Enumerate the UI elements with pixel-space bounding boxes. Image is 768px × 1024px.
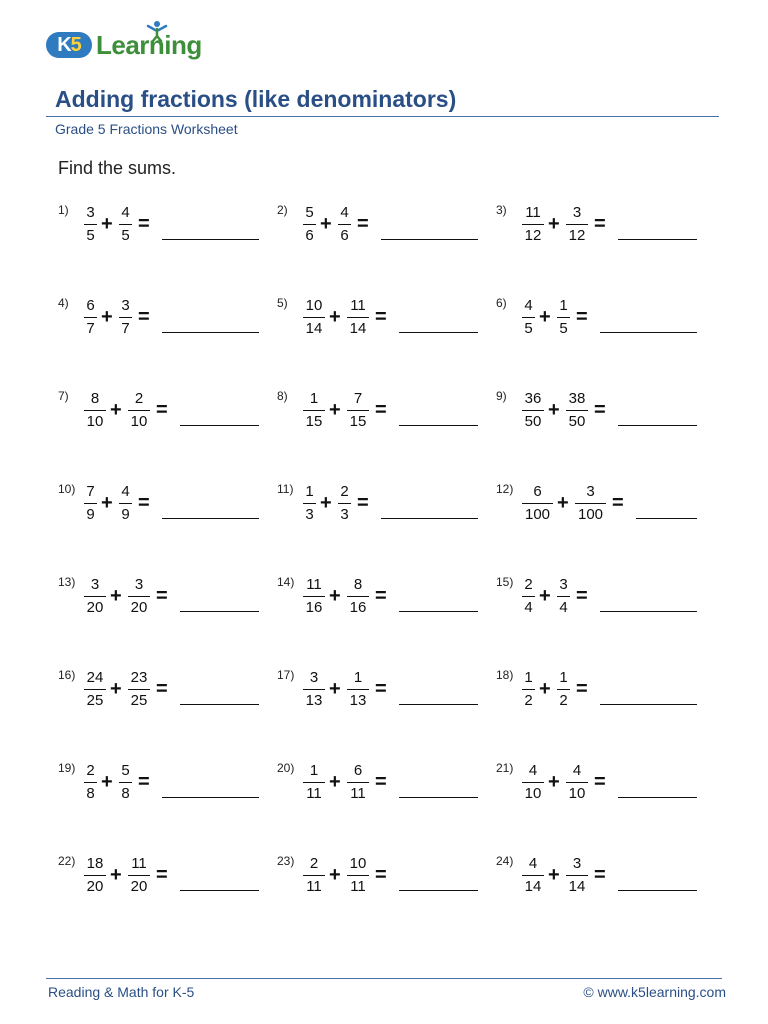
fraction-bar bbox=[338, 224, 351, 225]
answer-blank[interactable] bbox=[162, 239, 259, 240]
second-fraction bbox=[128, 668, 150, 711]
problem-number: 14) bbox=[277, 575, 295, 589]
numerator: 3 bbox=[309, 669, 319, 686]
first-fraction bbox=[303, 203, 316, 246]
problem-number: 2) bbox=[277, 203, 288, 217]
worksheet-subtitle: Grade 5 Fractions Worksheet bbox=[55, 121, 238, 137]
numerator: 2 bbox=[309, 855, 319, 872]
numerator: 1 bbox=[524, 669, 533, 686]
numerator: 5 bbox=[121, 762, 130, 779]
denominator: 20 bbox=[86, 599, 104, 616]
equals-sign: = bbox=[594, 399, 606, 421]
problem-number: 19) bbox=[58, 761, 76, 775]
first-fraction bbox=[522, 575, 535, 618]
problem-number: 1) bbox=[58, 203, 69, 217]
denominator: 14 bbox=[305, 320, 323, 337]
plus-sign: + bbox=[101, 306, 113, 328]
first-fraction bbox=[84, 482, 97, 525]
first-fraction bbox=[522, 389, 544, 432]
equals-sign: = bbox=[594, 864, 606, 886]
numerator: 3 bbox=[559, 576, 568, 593]
numerator: 3 bbox=[86, 204, 95, 221]
numerator: 1 bbox=[309, 762, 319, 779]
first-fraction bbox=[303, 854, 325, 897]
plus-sign: + bbox=[539, 678, 551, 700]
problem-number: 21) bbox=[496, 761, 514, 775]
second-fraction bbox=[557, 575, 570, 618]
numerator: 11 bbox=[131, 855, 147, 872]
equals-sign: = bbox=[375, 585, 387, 607]
numerator: 4 bbox=[340, 204, 349, 221]
second-fraction bbox=[347, 389, 369, 432]
problem-number: 16) bbox=[58, 668, 76, 682]
fraction-bar bbox=[557, 596, 570, 597]
answer-blank[interactable] bbox=[180, 611, 259, 612]
numerator: 11 bbox=[525, 204, 541, 221]
equals-sign: = bbox=[156, 399, 168, 421]
numerator: 3 bbox=[90, 576, 100, 593]
fraction-bar bbox=[128, 689, 150, 690]
second-fraction bbox=[566, 761, 588, 804]
fraction-bar bbox=[303, 875, 325, 876]
answer-blank[interactable] bbox=[162, 518, 259, 519]
problem-number: 18) bbox=[496, 668, 514, 682]
answer-blank[interactable] bbox=[399, 425, 478, 426]
second-fraction bbox=[128, 854, 150, 897]
fraction-bar bbox=[303, 596, 325, 597]
problem-number: 23) bbox=[277, 854, 295, 868]
numerator: 2 bbox=[134, 390, 144, 407]
denominator: 50 bbox=[524, 413, 542, 430]
equals-sign: = bbox=[594, 771, 606, 793]
answer-blank[interactable] bbox=[180, 425, 259, 426]
equals-sign: = bbox=[156, 678, 168, 700]
fraction-bar bbox=[84, 782, 97, 783]
plus-sign: + bbox=[110, 585, 122, 607]
denominator: 5 bbox=[121, 227, 130, 244]
plus-sign: + bbox=[101, 213, 113, 235]
denominator: 25 bbox=[130, 692, 148, 709]
denominator: 10 bbox=[568, 785, 586, 802]
second-fraction bbox=[119, 203, 132, 246]
first-fraction bbox=[522, 203, 544, 246]
denominator: 15 bbox=[349, 413, 367, 430]
plus-sign: + bbox=[548, 213, 560, 235]
numerator: 3 bbox=[586, 483, 595, 500]
fraction-bar bbox=[303, 689, 325, 690]
second-fraction bbox=[575, 482, 606, 525]
denominator: 15 bbox=[305, 413, 323, 430]
first-fraction bbox=[522, 761, 544, 804]
second-fraction bbox=[338, 203, 351, 246]
second-fraction bbox=[347, 668, 369, 711]
second-fraction bbox=[347, 761, 369, 804]
problem-number: 9) bbox=[496, 389, 507, 403]
numerator: 10 bbox=[349, 855, 367, 872]
fraction-bar bbox=[84, 317, 97, 318]
first-fraction bbox=[522, 482, 553, 525]
answer-blank[interactable] bbox=[381, 239, 478, 240]
fraction-bar bbox=[575, 503, 606, 504]
denominator: 2 bbox=[559, 692, 568, 709]
problem-number: 11) bbox=[277, 482, 294, 496]
denominator: 16 bbox=[305, 599, 323, 616]
first-fraction bbox=[84, 854, 106, 897]
numerator: 3 bbox=[134, 576, 144, 593]
answer-blank[interactable] bbox=[636, 518, 697, 519]
plus-sign: + bbox=[557, 492, 569, 514]
equals-sign: = bbox=[156, 864, 168, 886]
fraction-bar bbox=[84, 596, 106, 597]
fraction-bar bbox=[347, 596, 369, 597]
answer-blank[interactable] bbox=[399, 704, 478, 705]
fraction-bar bbox=[522, 317, 535, 318]
denominator: 20 bbox=[86, 878, 104, 895]
first-fraction bbox=[522, 668, 535, 711]
second-fraction bbox=[128, 389, 150, 432]
instruction-text: Find the sums. bbox=[58, 158, 177, 178]
answer-blank[interactable] bbox=[618, 425, 697, 426]
numerator: 4 bbox=[528, 762, 538, 779]
problem-number: 22) bbox=[58, 854, 76, 868]
equals-sign: = bbox=[357, 213, 369, 235]
second-fraction bbox=[557, 296, 570, 339]
fraction-bar bbox=[84, 503, 97, 504]
numerator: 1 bbox=[353, 669, 363, 686]
answer-blank[interactable] bbox=[399, 611, 478, 612]
first-fraction bbox=[303, 575, 325, 618]
footer-website: © www.k5learning.com bbox=[583, 984, 726, 1000]
equals-sign: = bbox=[576, 306, 588, 328]
denominator: 13 bbox=[305, 692, 323, 709]
numerator: 1 bbox=[559, 297, 568, 314]
numerator: 1 bbox=[305, 483, 314, 500]
first-fraction bbox=[303, 389, 325, 432]
numerator: 8 bbox=[90, 390, 100, 407]
numerator: 6 bbox=[533, 483, 542, 500]
problem-number: 4) bbox=[58, 296, 69, 310]
answer-blank[interactable] bbox=[600, 332, 697, 333]
problem-number: 3) bbox=[496, 203, 507, 217]
numerator: 3 bbox=[572, 204, 582, 221]
fraction-bar bbox=[338, 503, 351, 504]
first-fraction bbox=[84, 296, 97, 339]
plus-sign: + bbox=[329, 864, 341, 886]
plus-sign: + bbox=[329, 399, 341, 421]
numerator: 6 bbox=[86, 297, 95, 314]
denominator: 10 bbox=[524, 785, 542, 802]
first-fraction bbox=[303, 668, 325, 711]
second-fraction bbox=[338, 482, 351, 525]
first-fraction bbox=[522, 854, 544, 897]
denominator: 11 bbox=[306, 878, 322, 895]
numerator: 18 bbox=[86, 855, 104, 872]
equals-sign: = bbox=[612, 492, 624, 514]
fraction-bar bbox=[566, 875, 588, 876]
numerator: 2 bbox=[524, 576, 533, 593]
numerator: 5 bbox=[305, 204, 314, 221]
denominator: 20 bbox=[130, 878, 148, 895]
problem-number: 24) bbox=[496, 854, 514, 868]
plus-sign: + bbox=[110, 399, 122, 421]
denominator: 8 bbox=[121, 785, 130, 802]
equals-sign: = bbox=[138, 492, 150, 514]
fraction-bar bbox=[128, 875, 150, 876]
equals-sign: = bbox=[375, 678, 387, 700]
denominator: 10 bbox=[86, 413, 104, 430]
problem-number: 7) bbox=[58, 389, 69, 403]
second-fraction bbox=[347, 575, 369, 618]
denominator: 50 bbox=[568, 413, 586, 430]
numerator: 2 bbox=[86, 762, 95, 779]
denominator: 20 bbox=[130, 599, 148, 616]
problem-number: 8) bbox=[277, 389, 288, 403]
numerator: 4 bbox=[524, 297, 533, 314]
plus-sign: + bbox=[539, 306, 551, 328]
numerator: 8 bbox=[353, 576, 363, 593]
denominator: 2 bbox=[524, 692, 533, 709]
plus-sign: + bbox=[548, 864, 560, 886]
denominator: 7 bbox=[121, 320, 130, 337]
plus-sign: + bbox=[548, 771, 560, 793]
fraction-bar bbox=[347, 689, 369, 690]
denominator: 25 bbox=[86, 692, 104, 709]
denominator: 5 bbox=[86, 227, 95, 244]
numerator: 3 bbox=[572, 855, 582, 872]
fraction-bar bbox=[84, 224, 97, 225]
plus-sign: + bbox=[320, 213, 332, 235]
answer-blank[interactable] bbox=[600, 611, 697, 612]
numerator: 23 bbox=[130, 669, 148, 686]
plus-sign: + bbox=[329, 585, 341, 607]
problem-number: 15) bbox=[496, 575, 514, 589]
denominator: 3 bbox=[340, 506, 349, 523]
fraction-bar bbox=[119, 782, 132, 783]
answer-blank[interactable] bbox=[618, 890, 697, 891]
denominator: 9 bbox=[121, 506, 130, 523]
first-fraction bbox=[84, 575, 106, 618]
answer-blank[interactable] bbox=[180, 890, 259, 891]
problem-number: 10) bbox=[58, 482, 76, 496]
numerator: 24 bbox=[86, 669, 104, 686]
second-fraction bbox=[347, 296, 369, 339]
first-fraction bbox=[303, 482, 316, 525]
fraction-bar bbox=[84, 875, 106, 876]
plus-sign: + bbox=[101, 492, 113, 514]
fraction-bar bbox=[84, 410, 106, 411]
fraction-bar bbox=[557, 317, 570, 318]
logo-badge-k: K bbox=[57, 34, 71, 56]
numerator: 11 bbox=[350, 297, 366, 314]
second-fraction bbox=[347, 854, 369, 897]
plus-sign: + bbox=[320, 492, 332, 514]
fraction-bar bbox=[303, 224, 316, 225]
denominator: 3 bbox=[305, 506, 314, 523]
problem-number: 20) bbox=[277, 761, 295, 775]
plus-sign: + bbox=[110, 864, 122, 886]
problem-number: 5) bbox=[277, 296, 288, 310]
first-fraction bbox=[303, 761, 325, 804]
numerator: 38 bbox=[568, 390, 586, 407]
fraction-bar bbox=[119, 224, 132, 225]
second-fraction bbox=[119, 761, 132, 804]
logo-text: Learning bbox=[96, 30, 202, 60]
numerator: 4 bbox=[528, 855, 538, 872]
fraction-bar bbox=[347, 317, 369, 318]
denominator: 14 bbox=[524, 878, 542, 895]
denominator: 5 bbox=[559, 320, 568, 337]
equals-sign: = bbox=[156, 585, 168, 607]
answer-blank[interactable] bbox=[180, 704, 259, 705]
second-fraction bbox=[119, 296, 132, 339]
numerator: 1 bbox=[309, 390, 319, 407]
fraction-bar bbox=[557, 689, 570, 690]
denominator: 11 bbox=[350, 878, 366, 895]
logo-badge-5: 5 bbox=[70, 34, 81, 56]
numerator: 4 bbox=[121, 483, 130, 500]
first-fraction bbox=[84, 389, 106, 432]
equals-sign: = bbox=[138, 306, 150, 328]
numerator: 10 bbox=[305, 297, 323, 314]
equals-sign: = bbox=[576, 585, 588, 607]
equals-sign: = bbox=[576, 678, 588, 700]
numerator: 4 bbox=[121, 204, 130, 221]
second-fraction bbox=[566, 854, 588, 897]
first-fraction bbox=[522, 296, 535, 339]
denominator: 12 bbox=[568, 227, 586, 244]
denominator: 5 bbox=[524, 320, 533, 337]
numerator: 36 bbox=[524, 390, 542, 407]
fraction-bar bbox=[347, 875, 369, 876]
numerator: 1 bbox=[559, 669, 568, 686]
fraction-bar bbox=[522, 875, 544, 876]
answer-blank[interactable] bbox=[600, 704, 697, 705]
footer-tagline: Reading & Math for K-5 bbox=[48, 984, 195, 1000]
problem-number: 6) bbox=[496, 296, 507, 310]
plus-sign: + bbox=[329, 306, 341, 328]
denominator: 6 bbox=[340, 227, 349, 244]
answer-blank[interactable] bbox=[399, 797, 478, 798]
answer-blank[interactable] bbox=[399, 890, 478, 891]
answer-blank[interactable] bbox=[162, 332, 259, 333]
fraction-bar bbox=[522, 503, 553, 504]
worksheet-title: Adding fractions (like denominators) bbox=[55, 86, 457, 112]
fraction-bar bbox=[522, 596, 535, 597]
answer-blank[interactable] bbox=[162, 797, 259, 798]
plus-sign: + bbox=[329, 678, 341, 700]
equals-sign: = bbox=[375, 306, 387, 328]
denominator: 14 bbox=[349, 320, 367, 337]
denominator: 8 bbox=[86, 785, 95, 802]
answer-blank[interactable] bbox=[618, 239, 697, 240]
equals-sign: = bbox=[375, 399, 387, 421]
fraction-bar bbox=[303, 410, 325, 411]
plus-sign: + bbox=[548, 399, 560, 421]
answer-blank[interactable] bbox=[399, 332, 478, 333]
fraction-bar bbox=[128, 410, 150, 411]
problem-number: 12) bbox=[496, 482, 514, 496]
answer-blank[interactable] bbox=[618, 797, 697, 798]
equals-sign: = bbox=[375, 864, 387, 886]
fraction-bar bbox=[119, 317, 132, 318]
first-fraction bbox=[84, 761, 97, 804]
fraction-bar bbox=[303, 782, 325, 783]
fraction-bar bbox=[566, 782, 588, 783]
equals-sign: = bbox=[357, 492, 369, 514]
fraction-bar bbox=[84, 689, 106, 690]
first-fraction bbox=[303, 296, 325, 339]
fraction-bar bbox=[347, 782, 369, 783]
fraction-bar bbox=[119, 503, 132, 504]
denominator: 4 bbox=[524, 599, 533, 616]
numerator: 7 bbox=[353, 390, 363, 407]
plus-sign: + bbox=[110, 678, 122, 700]
denominator: 11 bbox=[350, 785, 366, 802]
denominator: 11 bbox=[306, 785, 322, 802]
fraction-bar bbox=[566, 410, 588, 411]
answer-blank[interactable] bbox=[381, 518, 478, 519]
fraction-bar bbox=[522, 689, 535, 690]
fraction-bar bbox=[347, 410, 369, 411]
numerator: 2 bbox=[340, 483, 349, 500]
denominator: 100 bbox=[577, 506, 604, 523]
denominator: 4 bbox=[559, 599, 568, 616]
numerator: 3 bbox=[121, 297, 130, 314]
first-fraction bbox=[84, 203, 97, 246]
fraction-bar bbox=[566, 224, 588, 225]
second-fraction bbox=[119, 482, 132, 525]
fraction-bar bbox=[522, 410, 544, 411]
numerator: 11 bbox=[306, 576, 322, 593]
fraction-bar bbox=[522, 782, 544, 783]
denominator: 100 bbox=[524, 506, 551, 523]
first-fraction bbox=[84, 668, 106, 711]
fraction-bar bbox=[522, 224, 544, 225]
denominator: 14 bbox=[568, 878, 586, 895]
denominator: 16 bbox=[349, 599, 367, 616]
equals-sign: = bbox=[594, 213, 606, 235]
denominator: 10 bbox=[130, 413, 148, 430]
fraction-bar bbox=[128, 596, 150, 597]
numerator: 4 bbox=[572, 762, 582, 779]
footer-divider bbox=[46, 978, 722, 979]
second-fraction bbox=[566, 389, 588, 432]
fraction-bar bbox=[303, 317, 325, 318]
numerator: 6 bbox=[353, 762, 363, 779]
equals-sign: = bbox=[138, 771, 150, 793]
denominator: 13 bbox=[349, 692, 367, 709]
equals-sign: = bbox=[375, 771, 387, 793]
fraction-bar bbox=[303, 503, 316, 504]
second-fraction bbox=[557, 668, 570, 711]
plus-sign: + bbox=[539, 585, 551, 607]
second-fraction bbox=[128, 575, 150, 618]
denominator: 7 bbox=[86, 320, 95, 337]
plus-sign: + bbox=[329, 771, 341, 793]
problem-number: 17) bbox=[277, 668, 295, 682]
second-fraction bbox=[566, 203, 588, 246]
numerator: 7 bbox=[86, 483, 95, 500]
plus-sign: + bbox=[101, 771, 113, 793]
problem-number: 13) bbox=[58, 575, 76, 589]
equals-sign: = bbox=[138, 213, 150, 235]
denominator: 12 bbox=[524, 227, 542, 244]
denominator: 6 bbox=[305, 227, 314, 244]
denominator: 9 bbox=[86, 506, 95, 523]
